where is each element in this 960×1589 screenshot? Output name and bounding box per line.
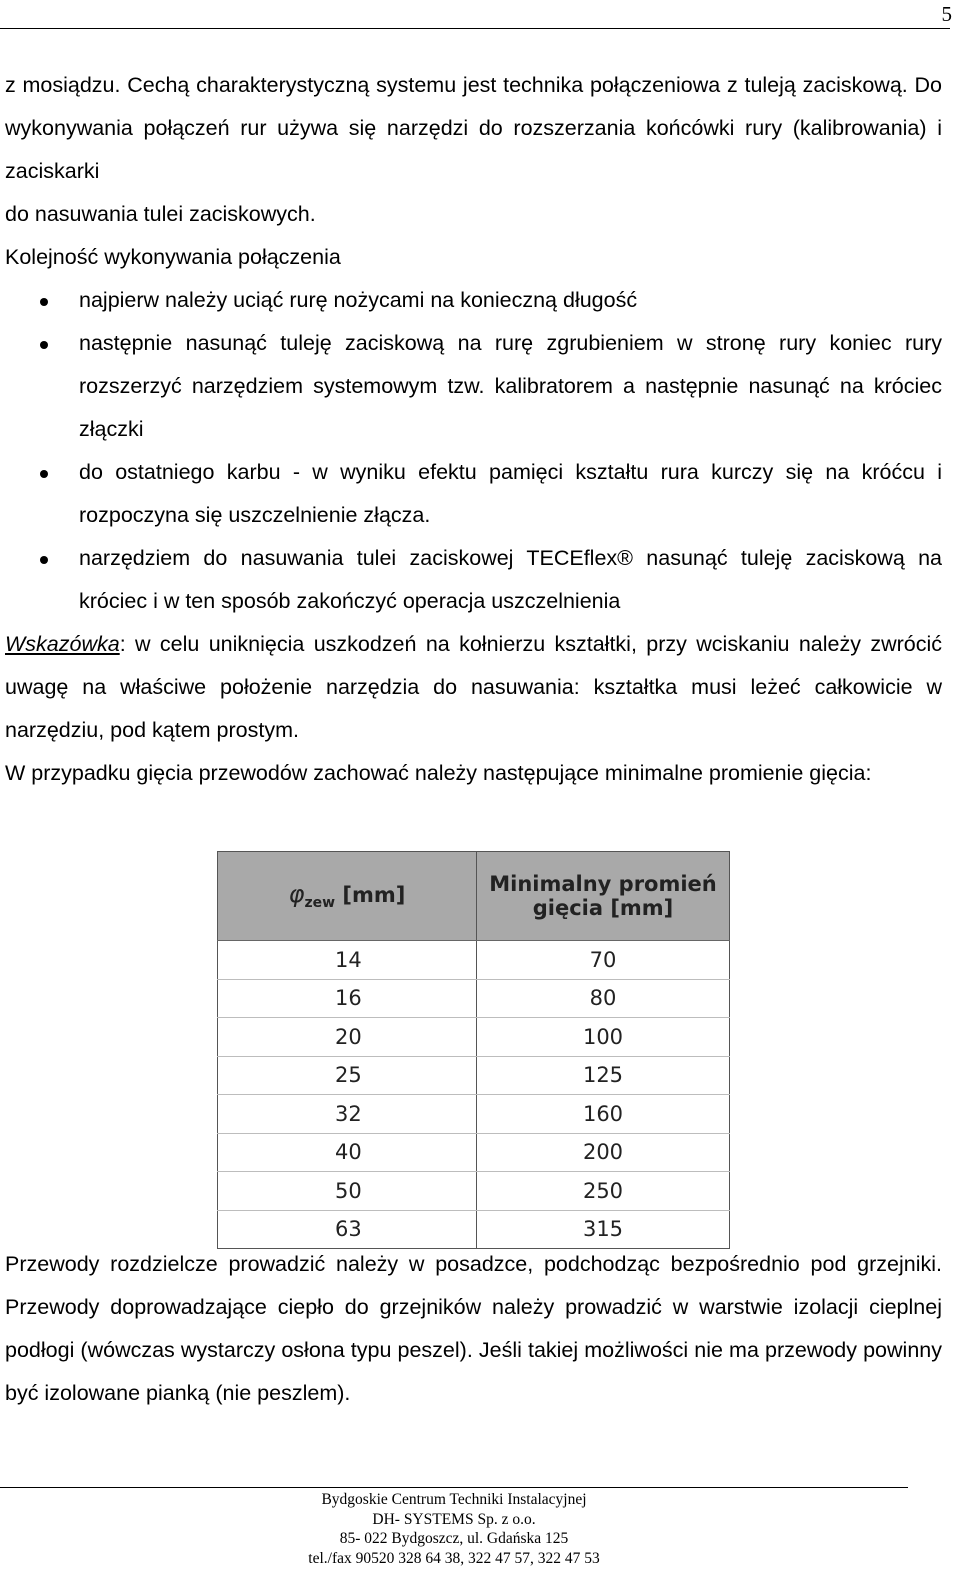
cell-min-radius: 80: [477, 979, 730, 1018]
hint-text: : w celu uniknięcia uszkodzeń na kołnierzu kształtki, przy wciskaniu należy zwrócić uwagę na właściwe położenie narzędzia do nasuwania: kształtka musi leżeć całkowicie w narzędziu, pod kątem prostym.: [5, 632, 942, 742]
intro-paragraph: z mosiądzu. Cechą charakterystyczną systemu jest technika połączeniowa z tuleją zaciskową. Do wykonywania połączeń rur używa się narzędzi do rozszerzania końcówki rury (kalibrowania) i zaciskarki: [5, 73, 942, 183]
list-item: do ostatniego karbu - w wyniku efektu pamięci kształtu rura kurczy się na króćcu i rozpoczyna się uszczelnienie złącza.: [5, 451, 942, 537]
footer-company: Bydgoskie Centrum Techniki Instalacyjnej: [321, 1491, 587, 1508]
table-row: [218, 979, 730, 1018]
footer-rule: [0, 1487, 908, 1488]
footer-company-legal: DH- SYSTEMS Sp. z o.o.: [372, 1510, 536, 1528]
bullet-icon: [40, 556, 48, 564]
procedure-heading: Kolejność wykonywania połączenia: [5, 245, 341, 269]
list-item: następnie nasunąć tuleję zaciskową na rurę zgrubieniem w stronę rury koniec rury rozszerzyć narzędziem systemowym tzw. kalibratorem a następnie nasunąć na króciec złączki: [5, 322, 942, 451]
column-header-radius: Minimalny promień gięcia [mm]: [477, 852, 730, 941]
closing-paragraph: Przewody rozdzielcze prowadzić należy w posadzce, podchodząc bezpośrednio pod grzejniki. Przewody doprowadzające ciepło do grzejników należy prowadzić w warstwie izolacji cieplnej podłogi (wówczas wystarczy osłona typu peszel). Jeśli takiej możliwości nie ma przewody powinny być izolowane pianką (nie peszlem).: [5, 1252, 942, 1405]
bending-radius-table-wrapper: [217, 851, 730, 1249]
table-header-row: [218, 852, 730, 941]
column-header-diameter: $\varphi_{zew}$ [mm]: [218, 852, 477, 941]
body-text: [5, 64, 942, 795]
cell-diameter: 20: [218, 1018, 477, 1057]
bullet-icon: [40, 298, 48, 306]
cell-min-radius: 200: [477, 1133, 730, 1172]
bending-intro: W przypadku gięcia przewodów zachować należy następujące minimalne promienie gięcia:: [5, 761, 872, 785]
diameter-symbol: φ: [288, 880, 305, 909]
closing-section: [5, 1243, 942, 1415]
footer-phone: tel./fax 90520 328 64 38, 322 47 57, 322 47 53: [308, 1549, 600, 1567]
cell-diameter: 25: [218, 1056, 477, 1095]
table-row: [218, 1056, 730, 1095]
bullet-icon: [40, 341, 48, 349]
footer-address: 85- 022 Bydgoszcz, ul. Gdańska 125: [339, 1530, 569, 1547]
cell-min-radius: 250: [477, 1172, 730, 1211]
list-item: narzędziem do nasuwania tulei zaciskowej TECEflex® nasunąć tuleję zaciskową na króciec i w ten sposób zakończyć operacja uszczelnienia: [5, 537, 942, 623]
procedure-steps: [5, 279, 942, 623]
page-number: 5: [941, 2, 952, 26]
table-row: [218, 1018, 730, 1057]
cell-min-radius: 315: [477, 1210, 730, 1249]
footer: [0, 1490, 908, 1568]
intro-paragraph-end: do nasuwania tulei zaciskowych.: [5, 202, 316, 226]
list-item: najpierw należy uciąć rurę nożycami na konieczną długość: [5, 279, 942, 322]
cell-min-radius: 160: [477, 1095, 730, 1134]
cell-diameter: 32: [218, 1095, 477, 1134]
table-row: [218, 1095, 730, 1134]
table-row: [218, 1172, 730, 1211]
table-row: [218, 941, 730, 980]
cell-min-radius: 100: [477, 1018, 730, 1057]
cell-min-radius: 125: [477, 1056, 730, 1095]
bullet-icon: [40, 470, 48, 478]
cell-diameter: 63: [218, 1210, 477, 1249]
cell-diameter: 16: [218, 979, 477, 1018]
header-rule: [0, 28, 950, 29]
cell-diameter: 40: [218, 1133, 477, 1172]
hint-label: Wskazówka: [5, 632, 120, 656]
cell-diameter: 50: [218, 1172, 477, 1211]
cell-diameter: 14: [218, 941, 477, 980]
bending-radius-table: [217, 851, 730, 1249]
cell-min-radius: 70: [477, 941, 730, 980]
table-row: [218, 1133, 730, 1172]
hint-paragraph: [5, 623, 942, 752]
